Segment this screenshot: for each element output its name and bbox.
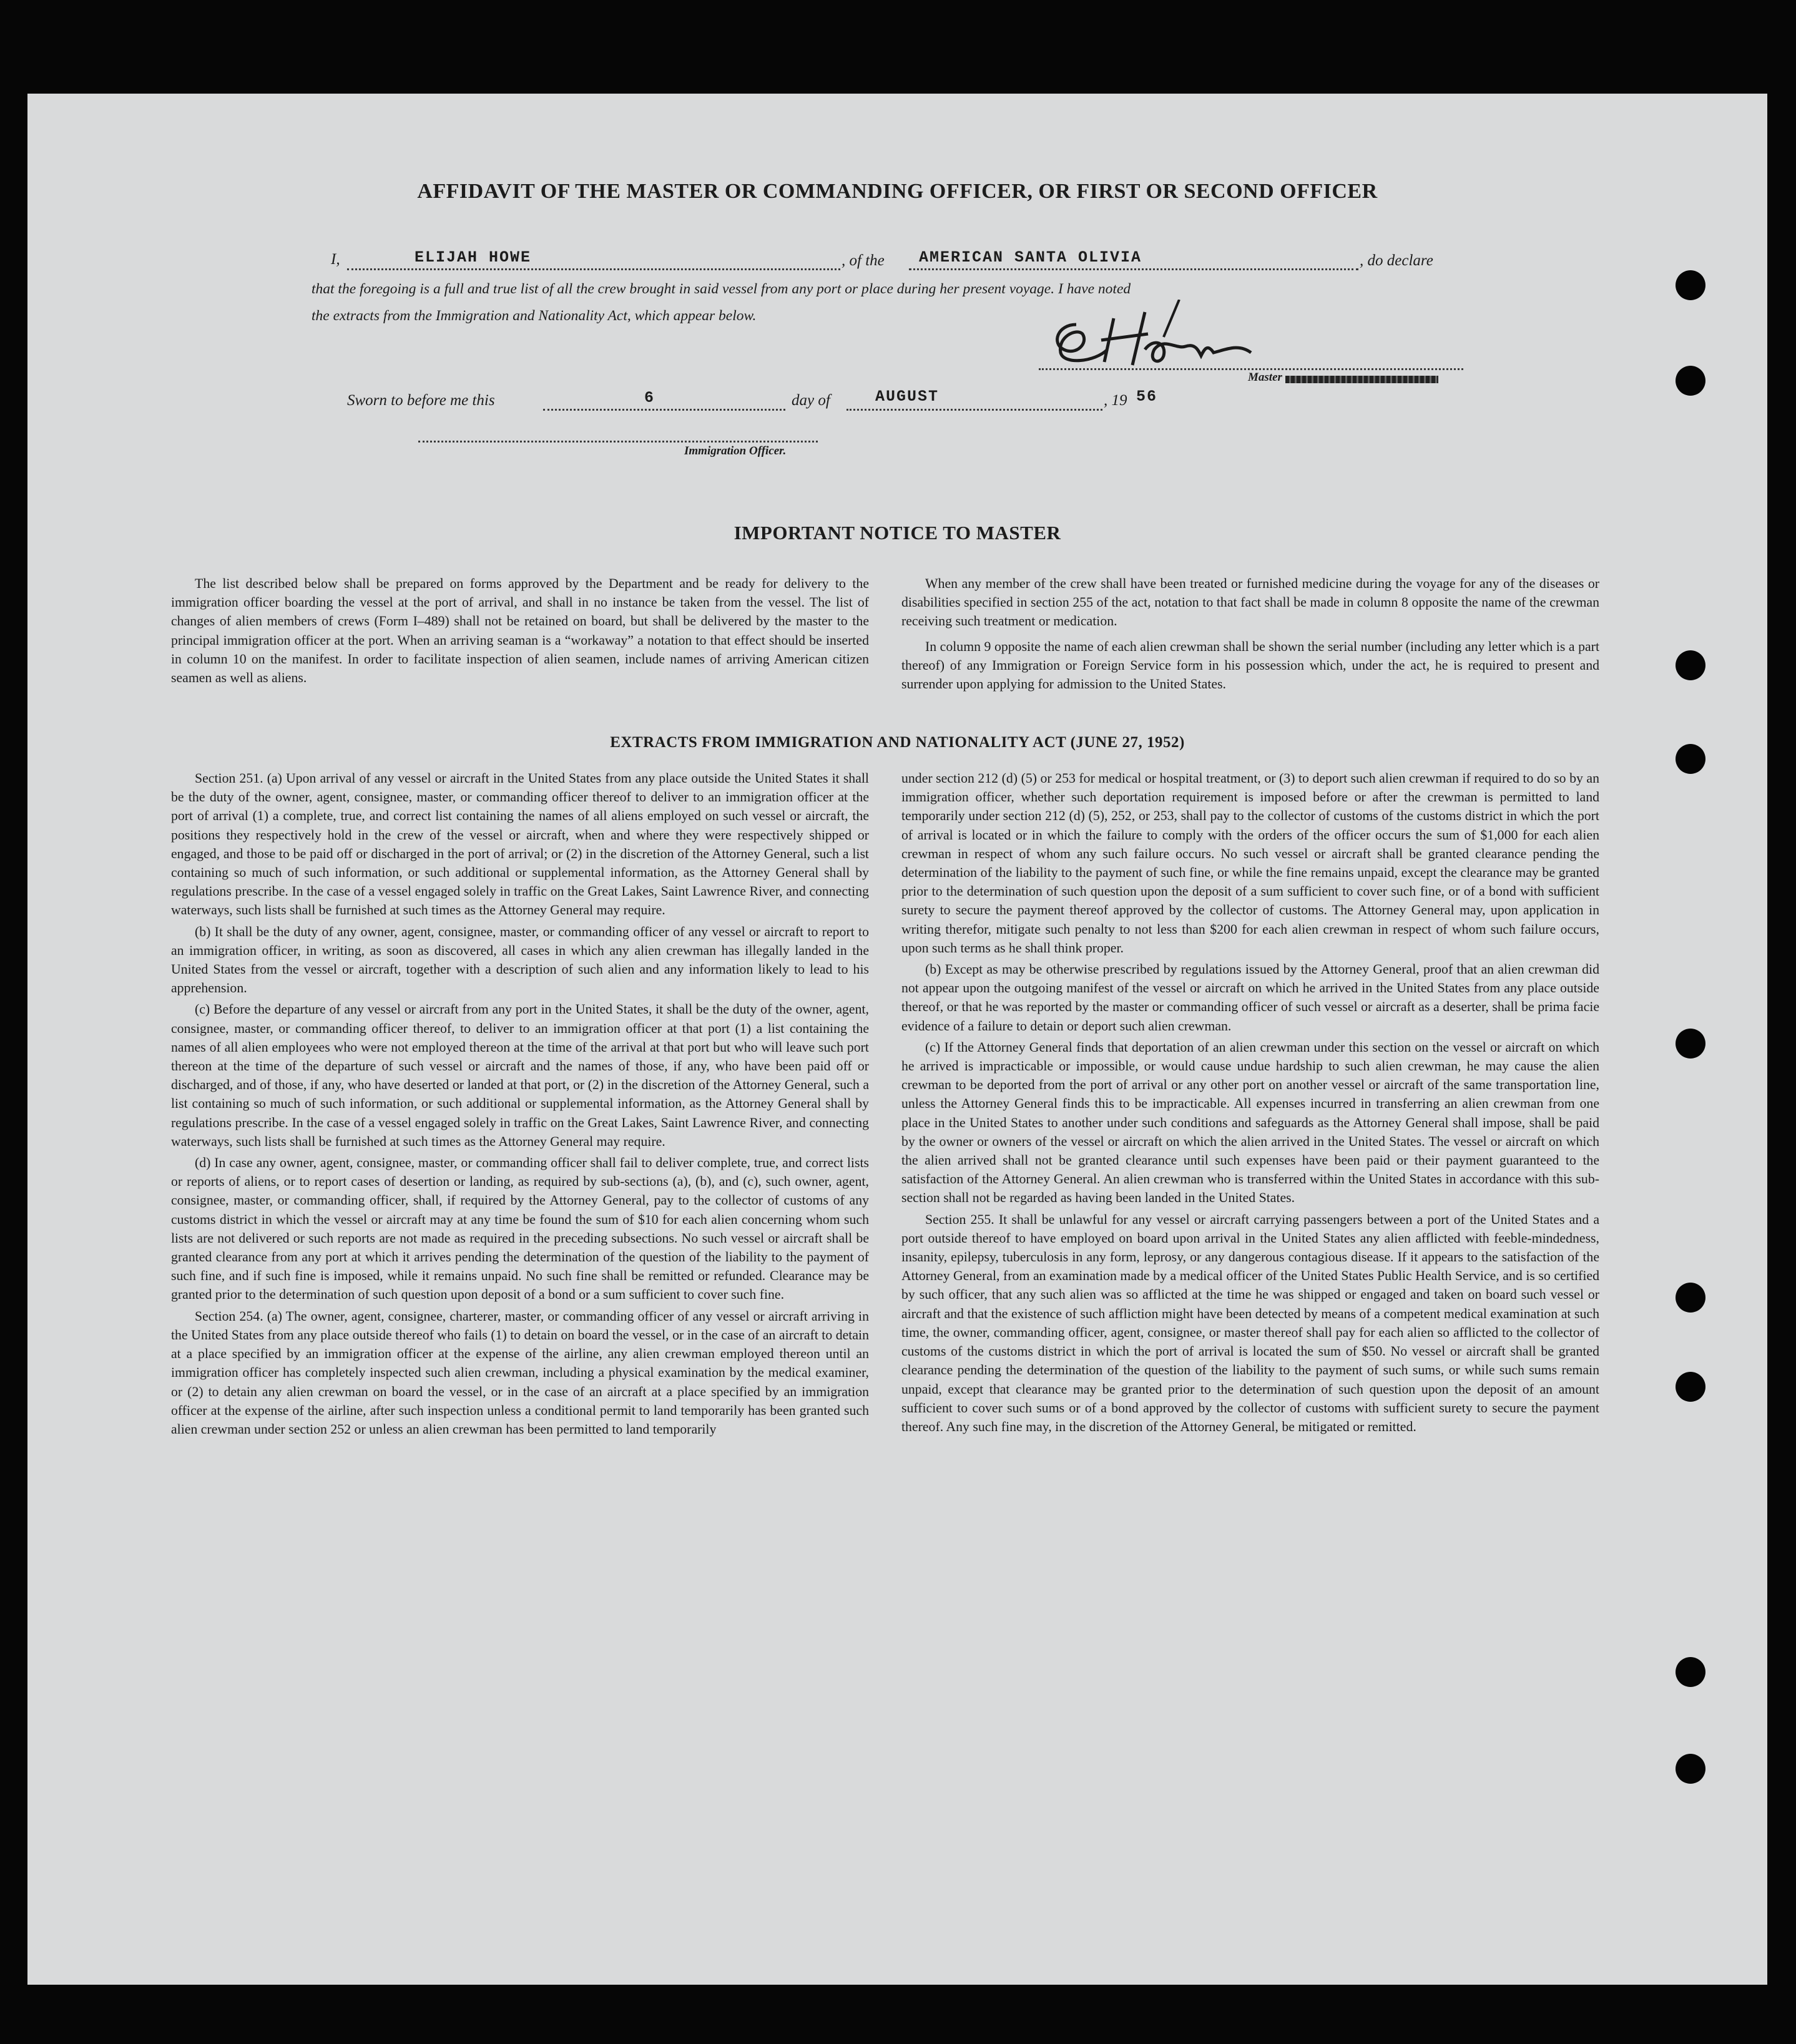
declare-label: , do declare [1360, 252, 1433, 269]
extract-paragraph: under section 212 (d) (5) or 253 for medical or hospital treatment, or (3) to deport such alien crewman if required to do so by an immigration officer, whether such deportation requirement is imposed before or after the crewman is permitted to land temporarily under section 212 (d) (5), 252, or 253, shall pay to the collector of customs of the customs district in which the port of arrival is located or in which the failure to comply with the orders of the officer occurs the sum of $1,000 for each alien crewman in respect of whom any such failure occurs. No such vessel or aircraft shall be granted clearance pending the determination of the liability to the payment of such fine, or while the fine remains unpaid, except the clearance may be granted prior to the determination of such question upon the deposit of a sum sufficient to cover such fine, or of a bond with sufficient surety to secure the payment thereof approved by the collector of customs. The Attorney General may, upon application in writing therefor, mitigate such penalty to not less than $200 for each alien crewman in respect of whom such failure occurs, upon such terms as he shall think proper. [901, 771, 1599, 956]
vessel-name: AMERICAN SANTA OLIVIA [919, 248, 1142, 267]
sworn-year: 56 [1136, 388, 1158, 406]
binder-hole [1676, 650, 1705, 680]
master-name: ELIJAH HOWE [415, 248, 532, 267]
sworn-day: 6 [644, 389, 655, 407]
binder-hole [1676, 1754, 1705, 1784]
extracts-title: EXTRACTS FROM IMMIGRATION AND NATIONALITY ACT (JUNE 27, 1952) [610, 734, 1185, 751]
sworn-label: Sworn to before me this [347, 392, 495, 409]
extract-paragraph: (c) Before the departure of any vessel or aircraft from any port in the United States, it shall be the duty of the owner, agent, consignee, master, or commanding officer thereof, to deliver to an immigration officer at that port (1) a list containing the names of all alien employees who were not employed thereon at the time of the arrival at that port but who will leave such port thereon at the time of the departure of such vessel or aircraft and the names of those, if any, who have been paid off or discharged, and of those, if any, who have deserted or landed at that port, or (2) in the discretion of the Attorney General, such a list containing so much of such information, or such additional or supplemental information, as the Attorney General shall by regulations prescribe. In the case of a vessel engaged solely in traffic on the Great Lakes, Saint Lawrence River, and connecting waterways, such lists shall be furnished at such times as the Attorney General may require. [171, 1002, 869, 1149]
affidavit-title: AFFIDAVIT OF THE MASTER OR COMMANDING OFFICER, OR FIRST OR SECOND OFFICER [417, 180, 1378, 203]
declaration-line-2: the extracts from the Immigration and Nationality Act, which appear below. [312, 308, 757, 324]
notice-paragraph: When any member of the crew shall have been treated or furnished medicine during the voyage for any of the diseases or disabilities specified in section 255 of the act, notation to that fact shall be made in column 8 opposite the name of the crewman receiving such treatment or medication. [901, 576, 1599, 629]
sworn-month-line [846, 409, 1102, 411]
i-label: I, [331, 251, 340, 268]
extracts-left-column [171, 769, 869, 1441]
notice-paragraph: In column 9 opposite the name of each alien crewman shall be shown the serial number (including any letter which is a part thereof) of any Immigration or Foreign Service form in his possession which, under the act, he is required to present and surrender upon applying for admission to the United States. [901, 638, 1599, 692]
officer-signature-line [418, 441, 818, 443]
binder-hole [1676, 366, 1705, 396]
binder-hole [1676, 1372, 1705, 1402]
declaration-line-1: that the foregoing is a full and true list of all the crew brought in said vessel from any port or place during her present voyage. I have noted [312, 281, 1131, 297]
notice-right-column [901, 574, 1599, 696]
master-signature [1039, 300, 1301, 374]
extract-paragraph: (b) It shall be the duty of any owner, agent, consignee, master, or commanding officer of any vessel or aircraft to report to an immigration officer, in writing, as soon as discovered, all cases in which any alien crewman has illegally landed in the United States from the vessel or aircraft, together with a description of such alien and any information likely to lead to his apprehension. [171, 924, 869, 996]
master-label: Master [1248, 371, 1282, 384]
of-the-label: , of the [842, 252, 885, 269]
master-signature-line [1039, 368, 1463, 370]
extract-paragraph: (c) If the Attorney General finds that deportation of an alien crewman under this section on the vessel or aircraft on which he arrived is impracticable or impossible, or would cause undue hardship to such alien crewman, he may cause the alien crewman to be deported from the port of arrival or any other port on another vessel or aircraft of the same transportation line, unless the Attorney General finds this to be impracticable. All expenses incurred in transferring an alien crewman from one place in the United States to another under such conditions and safeguards as the Attorney General shall impose, shall be paid by the owner or owners of the vessel or aircraft on which the alien arrived in the United States. The vessel or aircraft on which the alien arrived shall not be granted clearance until such expenses have been paid or their payment guaranteed to the satisfaction of the Attorney General. An alien crewman who is transferred within the United States in accordance with this sub-section shall not be regarded as having been landed in the United States. [901, 1039, 1599, 1206]
year-prefix: , 19 [1104, 392, 1127, 409]
extract-paragraph: (b) Except as may be otherwise prescribed by regulations issued by the Attorney General, proof that an alien crewman did not appear upon the outgoing manifest of the vessel or aircraft on which he arrived in the United States from any place outside thereof, or that he was reported by the master or commanding officer of such vessel or aircraft as a deserter, shall be prima facie evidence of a failure to detain or deport such alien crewman. [901, 962, 1599, 1034]
binder-hole [1676, 1657, 1705, 1687]
name-line [347, 268, 840, 270]
struck-out-title [1285, 376, 1438, 383]
extract-paragraph: Section 251. (a) Upon arrival of any vessel or aircraft in the United States from any place outside the United States it shall be the duty of the owner, agent, consignee, master, or commanding officer thereof to deliver to an immigration officer at the port of arrival (1) a complete, true, and correct list containing the names of all aliens employed on such vessel or aircraft, the positions they respectively hold in the crew of the vessel or aircraft, when and where they were respectively shipped or engaged, and those to be paid off or discharged in the port of arrival; or (2) in the discretion of the Attorney General, such a list containing so much of such information, or such additional or supplemental information, as the Attorney General shall by regulations prescribe. In the case of a vessel engaged solely in traffic on the Great Lakes, Saint Lawrence River, and connecting waterways, such lists shall be furnished at such times as the Attorney General may require. [171, 771, 869, 918]
vessel-line [909, 268, 1358, 270]
binder-hole [1676, 1029, 1705, 1059]
notice-paragraph: The list described below shall be prepared on forms approved by the Department and be ready for delivery to the immigration officer boarding the vessel at the port of arrival, and shall in no instance be taken from the vessel. The list of changes of alien members of crews (Form I–489) shall not be retained on board, but shall be delivered by the master to the principal immigration officer at the port. When an arriving seaman is a “workaway” a notation to that effect should be inserted in column 10 on the manifest. In order to facilitate inspection of alien seamen, include names of arriving American citizen seamen as well as aliens. [171, 576, 869, 686]
notice-title: IMPORTANT NOTICE TO MASTER [734, 522, 1061, 544]
document-sheet [27, 94, 1767, 1985]
binder-hole [1676, 270, 1705, 300]
sworn-day-line [543, 409, 785, 411]
extract-paragraph: Section 254. (a) The owner, agent, consignee, charterer, master, or commanding officer of any vessel or aircraft arriving in the United States from any place outside thereof who fails (1) to detain on board the vessel, or in the case of an aircraft to detain at a place specified by an immigration officer at the expense of the airline, any alien crewman employed thereon until an immigration officer has completely inspected such alien crewman, including a physical examination by the medical examiner, or (2) to detain any alien crewman on board the vessel, or in the case of an aircraft at a place specified by an immigration officer at the expense of the airline, after such inspection unless a conditional permit to land temporarily has been granted such alien crewman under section 252 or unless an alien crewman has been permitted to land temporarily [171, 1308, 869, 1437]
notice-left-column [171, 574, 869, 690]
officer-label: Immigration Officer. [684, 444, 787, 457]
extract-paragraph: Section 255. It shall be unlawful for any vessel or aircraft carrying passengers between a port of the United States and a port outside thereof to have employed on board upon arrival in the United States any alien afflicted with feeble-mindedness, insanity, epilepsy, tuberculosis in any form, leprosy, or any dangerous contagious disease. If it appears to the satisfaction of the Attorney General, from an examination made by a medical officer of the United States Public Health Service, and is so certified by such officer, that any such alien was so afflicted at the time he was shipped or engaged and taken on board such vessel or aircraft and that the existence of such affliction might have been detected by means of a competent medical examination at such time, the owner, commanding officer, agent, consignee, or master thereof shall pay for each alien so afflicted to the collector of customs of the customs district in which the port of arrival is located the sum of $50. No vessel or aircraft shall be granted clearance pending the determination of the question of the liability to the payment of such sums, or while such sums remain unpaid, except that clearance may be granted prior to the determination of such question upon the deposit of an amount sufficient to cover such sums or of a bond approved by the collector of customs with sufficient surety to secure the payment thereof. Any such fine may, in the discretion of the Attorney General, be mitigated or remitted. [901, 1211, 1599, 1434]
day-of-label: day of [792, 392, 830, 409]
sworn-month: AUGUST [875, 388, 940, 406]
binder-hole [1676, 1283, 1705, 1313]
extracts-right-column [901, 769, 1599, 1439]
extract-paragraph: (d) In case any owner, agent, consignee, master, or commanding officer shall fail to deliver complete, true, and correct lists or reports of aliens, or to report cases of desertion or landing, as required by sub-sections (a), (b), and (c), such owner, agent, consignee, master, or commanding officer, shall, if required by the Attorney General, pay to the collector of customs of any customs district in which the vessel or aircraft may at any time be found the sum of $10 for each alien concerning whom such lists are not delivered or such reports are not made as required in the preceding subsections. No such vessel or aircraft shall be granted clearance from any port at which it arrives pending the determination of the question of the liability to the payment of such fine, and if such fine is imposed, while it remains unpaid. No such fine shall be remitted or refunded. Clearance may be granted prior to the determination of such question upon deposit of a bond or a sum sufficient to cover such fine. [171, 1155, 869, 1303]
